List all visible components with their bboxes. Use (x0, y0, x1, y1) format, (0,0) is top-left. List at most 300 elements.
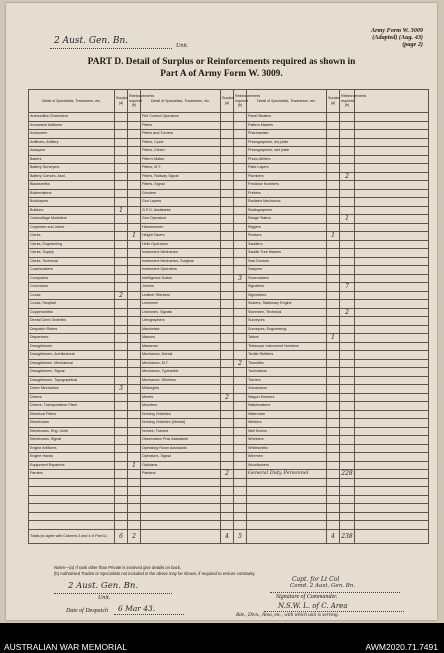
trade-cell: Clerks, Technical (29, 257, 115, 266)
table-row (29, 342, 429, 351)
quantity-cell (115, 512, 128, 521)
quantity-cell (221, 461, 234, 470)
trade-cell (29, 512, 115, 521)
quantity-cell (340, 351, 355, 360)
quantity-cell (327, 215, 340, 224)
quantity-cell (221, 300, 234, 309)
table-body (29, 113, 429, 530)
trade-cell: Draughtsmen (29, 342, 115, 351)
quantity-cell: 1 (115, 206, 128, 215)
quantity-cell (115, 453, 128, 462)
quantity-cell (128, 342, 141, 351)
table-row (29, 274, 429, 283)
quantity-cell (221, 478, 234, 487)
part-d-title: PART D. Detail of Surplus or Reinforcements required as shown in Part A of Army Form W. 3009. (87, 57, 356, 79)
quantity-cell (340, 223, 355, 232)
blank-cell (355, 283, 429, 292)
trade-cell: Gun Layers (141, 198, 221, 207)
quantity-cell (327, 325, 340, 334)
trade-cell: Linesmen (141, 300, 221, 309)
trade-cell: Linesmen, Signals (141, 308, 221, 317)
trade-cell: Clerks, Supply (29, 249, 115, 258)
trade-cell (247, 487, 327, 496)
quantity-cell (340, 376, 355, 385)
blank-cell (355, 300, 429, 309)
quantity-cell (234, 121, 247, 130)
table-row (29, 325, 429, 334)
quantity-cell: 2 (221, 470, 234, 479)
quantity-cell (327, 512, 340, 521)
trade-cell: Wheelers (247, 436, 327, 445)
quantity-cell (234, 223, 247, 232)
quantity-cell (340, 495, 355, 504)
trade-cell: Wiremen (247, 453, 327, 462)
table-row (29, 240, 429, 249)
quantity-cell (221, 206, 234, 215)
quantity-cell (327, 198, 340, 207)
table-row (29, 495, 429, 504)
quantity-cell (327, 419, 340, 428)
quantity-cell (221, 512, 234, 521)
blank-cell (355, 376, 429, 385)
table-row (29, 291, 429, 300)
trade-cell (247, 495, 327, 504)
quantity-cell (128, 274, 141, 283)
trade-cell: Wagon Erectors (247, 393, 327, 402)
blank-cell (355, 359, 429, 368)
quantity-cell: 2 (340, 308, 355, 317)
quantity-cell (234, 189, 247, 198)
table-row (29, 427, 429, 436)
quantity-cell: 1 (128, 461, 141, 470)
trade-cell: Turners (247, 376, 327, 385)
quantity-cell (327, 266, 340, 275)
quantity-cell (128, 487, 141, 496)
quantity-cell (221, 189, 234, 198)
quantity-cell (221, 147, 234, 156)
trade-cell: Riggers (247, 223, 327, 232)
quantity-cell (221, 504, 234, 513)
trade-cell: Saw Doctors (247, 257, 327, 266)
table-row (29, 487, 429, 496)
trade-cell: Leather Stitchers (141, 291, 221, 300)
quantity-cell (115, 419, 128, 428)
total-reinf-1: 2 (128, 529, 141, 543)
trade-cell: Fitters, Railway Signal (141, 172, 221, 181)
table-row (29, 300, 429, 309)
quantity-cell (340, 487, 355, 496)
table-row (29, 232, 429, 241)
quantity-cell (327, 410, 340, 419)
quantity-cell (115, 223, 128, 232)
trade-cell: Predictor Numbers (247, 181, 327, 190)
quantity-cell (340, 130, 355, 139)
table-row (29, 461, 429, 470)
trade-cell: Fitters and Turners (141, 130, 221, 139)
quantity-cell (115, 410, 128, 419)
quantity-cell (115, 359, 128, 368)
trade-cell: Waterman (247, 410, 327, 419)
quantity-cell: 2 (221, 393, 234, 402)
quantity-cell (221, 427, 234, 436)
quantity-cell (128, 521, 141, 530)
quantity-cell (128, 240, 141, 249)
quantity-cell (234, 266, 247, 275)
quantity-cell (221, 266, 234, 275)
quantity-cell (340, 504, 355, 513)
trade-cell: Operators, Signal (141, 453, 221, 462)
quantity-cell (234, 495, 247, 504)
trade-cell: Vulcanisers (247, 385, 327, 394)
quantity-cell (327, 291, 340, 300)
quantity-cell (340, 164, 355, 173)
trade-cell: Dispensers (29, 334, 115, 343)
quantity-cell: 1 (327, 232, 340, 241)
quantity-cell (221, 495, 234, 504)
quantity-cell (234, 206, 247, 215)
trade-cell (141, 478, 221, 487)
quantity-cell (128, 113, 141, 122)
quantity-cell (128, 181, 141, 190)
trade-cell (247, 478, 327, 487)
trade-cell (29, 521, 115, 530)
blank-cell (355, 317, 429, 326)
trade-cell: Fitters, Cycle (141, 138, 221, 147)
table-row (29, 249, 429, 258)
quantity-cell (340, 334, 355, 343)
table-row (29, 385, 429, 394)
total-surplus-2: 4 (221, 529, 234, 543)
quantity-cell: 228 (341, 470, 353, 478)
quantity-cell (221, 521, 234, 530)
quantity-cell (340, 113, 355, 122)
trade-cell: Assayers (29, 147, 115, 156)
quantity-cell (340, 393, 355, 402)
quantity-cell (221, 453, 234, 462)
trade-cell (29, 504, 115, 513)
quantity-cell (340, 453, 355, 462)
quantity-cell (234, 147, 247, 156)
trade-cell: Battery Comdrs. Asst. (29, 172, 115, 181)
blank-cell (355, 232, 429, 241)
table-row (29, 436, 429, 445)
trade-cell: Drivers, Transportation Plant (29, 402, 115, 411)
quantity-cell (327, 402, 340, 411)
quantity-cell (221, 334, 234, 343)
quantity-cell (221, 138, 234, 147)
quantity-cell: 2 (340, 172, 355, 181)
signature-sub: Comd. 2 Aust. Gen. Bn. (290, 583, 356, 589)
trade-cell: Bricklayers (29, 198, 115, 207)
quantity-cell (115, 164, 128, 173)
trade-cell: Woodturners (247, 461, 327, 470)
trade-cell: Draughtsmen, Signal (29, 368, 115, 377)
quantity-cell (128, 121, 141, 130)
quantity-cell (340, 342, 355, 351)
quantity-cell (128, 495, 141, 504)
quantity-cell (327, 138, 340, 147)
trade-cell: Saddle Tree Makers (247, 249, 327, 258)
table-row (29, 164, 429, 173)
table-row (29, 215, 429, 224)
trade-cell: Artificers, Artillery (29, 138, 115, 147)
trade-cell: Photo-Writers (247, 155, 327, 164)
quantity-cell (340, 198, 355, 207)
quantity-cell (234, 215, 247, 224)
blank-cell (355, 385, 429, 394)
trade-cell: Telescope Instrument Numbers (247, 342, 327, 351)
quantity-cell (128, 308, 141, 317)
quantity-cell (115, 274, 128, 283)
quantity-cell (128, 368, 141, 377)
quantity-cell (340, 444, 355, 453)
quantity-cell (327, 113, 340, 122)
blank-cell (355, 147, 429, 156)
trade-cell (141, 504, 221, 513)
quantity-cell (221, 410, 234, 419)
quantity-cell (221, 308, 234, 317)
trade-cell: Joiners (141, 283, 221, 292)
quantity-cell (128, 359, 141, 368)
quantity-cell (128, 376, 141, 385)
blank-cell (355, 249, 429, 258)
quantity-cell (128, 478, 141, 487)
trade-cell: Camouflage Modellers (29, 215, 115, 224)
col-reinf-3: Reinforcements required (b) (340, 90, 355, 113)
trade-cell: Riveters (247, 232, 327, 241)
quantity-cell (234, 410, 247, 419)
blank-cell (355, 130, 429, 139)
blank-cell (355, 325, 429, 334)
trade-cell: Fire Control Operators (141, 113, 221, 122)
unit-handwritten: 2 Aust. Gen. Bn. (54, 36, 129, 46)
trade-cell: Surveyors (247, 317, 327, 326)
trade-cell (29, 495, 115, 504)
table-row (29, 172, 429, 181)
trade-cell (247, 521, 327, 530)
table-row (29, 181, 429, 190)
unit-label: Unit. (176, 43, 189, 49)
quantity-cell (327, 521, 340, 530)
signature: Capt. for Lt Col (292, 576, 340, 583)
quantity-cell (221, 368, 234, 377)
trade-cell: Instrument Mechanics, Surgical (141, 257, 221, 266)
quantity-cell (128, 427, 141, 436)
quantity-cell (115, 147, 128, 156)
trade-cell: Driver Mechanics (29, 385, 115, 394)
blank-cell (355, 521, 429, 530)
quantity-cell (128, 385, 141, 394)
trade-cell: Clerks (29, 232, 115, 241)
totals-row (29, 529, 429, 543)
quantity-cell (115, 121, 128, 130)
blank-cell (355, 291, 429, 300)
col-surplus-1: Surplus (a) (115, 90, 128, 113)
quantity-cell (327, 240, 340, 249)
quantity-cell (221, 181, 234, 190)
quantity-cell (115, 266, 128, 275)
table-row (29, 130, 429, 139)
blank-cell (355, 461, 429, 470)
table-row (29, 121, 429, 130)
blank-cell (355, 121, 429, 130)
trade-cell: Radiographers (247, 206, 327, 215)
quantity-cell (128, 317, 141, 326)
quantity-cell (115, 308, 128, 317)
quantity-cell (340, 266, 355, 275)
quantity-cell (128, 444, 141, 453)
quantity-cell (340, 410, 355, 419)
quantity-cell (115, 257, 128, 266)
quantity-cell (128, 198, 141, 207)
quantity-cell (327, 393, 340, 402)
trade-cell: Mechanics, M.T. (141, 359, 221, 368)
quantity-cell (327, 495, 340, 504)
blank-cell (355, 402, 429, 411)
trade-cell: Height Takers (141, 232, 221, 241)
quantity-cell (128, 419, 141, 428)
quantity-cell (115, 240, 128, 249)
quantity-cell (340, 121, 355, 130)
quantity-cell (340, 317, 355, 326)
quantity-cell (327, 385, 340, 394)
quantity-cell (234, 317, 247, 326)
quantity-cell (128, 266, 141, 275)
blank-cell (355, 495, 429, 504)
blank-cell (355, 478, 429, 487)
quantity-cell (128, 402, 141, 411)
quantity-cell (327, 223, 340, 232)
col-detail-3: Detail of Specialists, Tradesmen, etc. (247, 90, 327, 113)
quantity-cell (115, 300, 128, 309)
trade-cell: Pharmacists (247, 130, 327, 139)
quantity-cell (340, 419, 355, 428)
quantity-cell (128, 334, 141, 343)
blank-cell (355, 240, 429, 249)
trade-cell: Range Takers (247, 215, 327, 224)
quantity-cell (327, 376, 340, 385)
trade-cell: Lithographers (141, 317, 221, 326)
quantity-cell (115, 249, 128, 258)
blank-cell (355, 164, 429, 173)
quantity-cell (340, 461, 355, 470)
quantity-cell (234, 444, 247, 453)
quantity-cell (327, 181, 340, 190)
quantity-cell (115, 113, 128, 122)
quantity-cell (128, 325, 141, 334)
trade-cell: Mechanics, Wireless (141, 376, 221, 385)
quantity-cell (221, 274, 234, 283)
trade-cell: Moulders (141, 402, 221, 411)
quantity-cell (340, 206, 355, 215)
quantity-cell (234, 512, 247, 521)
blank-cell (355, 113, 429, 122)
form-reference: Army Form W. 3009 (Adapted) (Aug. 43) (page 2) (370, 27, 423, 48)
blank-cell (355, 351, 429, 360)
quantity-cell (327, 487, 340, 496)
quantity-cell (128, 436, 141, 445)
blank-cell (355, 215, 429, 224)
trade-cell: Helio Operators (141, 240, 221, 249)
table-row (29, 334, 429, 343)
trade-cell: Farriers (29, 470, 115, 479)
quantity-cell (327, 427, 340, 436)
trade-cell: Stokers, Stationary Engine (247, 300, 327, 309)
quantity-cell (327, 147, 340, 156)
trade-cell: Despatch Riders (29, 325, 115, 334)
trade-cell: Watchmakers (247, 402, 327, 411)
trade-cell: Fitter's Mates (141, 155, 221, 164)
blank-cell (355, 368, 429, 377)
quantity-cell (128, 130, 141, 139)
form-sheet (6, 3, 437, 620)
quantity-cell (327, 368, 340, 377)
blank-cell (355, 470, 429, 479)
trade-cell: Bakers (29, 155, 115, 164)
quantity-cell (340, 240, 355, 249)
quantity-cell (234, 308, 247, 317)
trade-cell: Miners (141, 393, 221, 402)
quantity-cell (340, 300, 355, 309)
quantity-cell (128, 206, 141, 215)
quantity-cell (234, 368, 247, 377)
quantity-cell (340, 274, 355, 283)
quantity-cell (234, 427, 247, 436)
quantity-cell (115, 215, 128, 224)
trade-cell: Cooks (29, 291, 115, 300)
trade-cell: G.P.O. Assistants (141, 206, 221, 215)
table-row (29, 351, 429, 360)
quantity-cell (234, 300, 247, 309)
blank-cell (355, 206, 429, 215)
quantity-cell: 3 (234, 274, 247, 283)
quantity-cell (128, 291, 141, 300)
quantity-cell (221, 232, 234, 241)
trade-cell: Panel Beaters (247, 113, 327, 122)
quantity-cell (234, 478, 247, 487)
trade-cell: Nursing Orderlies (Mental) (141, 419, 221, 428)
trade-cell: Electricians, Signal (29, 436, 115, 445)
quantity-cell (327, 317, 340, 326)
total-reinf-2: 5 (234, 529, 247, 543)
quantity-cell (115, 189, 128, 198)
blank-cell (355, 181, 429, 190)
quantity-cell (234, 198, 247, 207)
trade-cell: Battery Surveyors (29, 164, 115, 173)
quantity-cell: 1 (340, 215, 355, 224)
quantity-cell (115, 198, 128, 207)
trade-cell: Engine Hands (29, 453, 115, 462)
unit-underline (50, 48, 172, 49)
col-detail-1: Detail of Specialists, Tradesmen, etc. (29, 90, 115, 113)
trade-cell: Whitesmiths (247, 444, 327, 453)
trade-cell: Tailors (247, 334, 327, 343)
col-surplus-2: Surplus (a) (221, 90, 234, 113)
blank-cell (355, 155, 429, 164)
table-row (29, 257, 429, 266)
table-row (29, 478, 429, 487)
quantity-cell (234, 402, 247, 411)
trade-cell: Textile Refitters (247, 351, 327, 360)
quantity-cell (234, 138, 247, 147)
quantity-cell (340, 368, 355, 377)
quantity-cell (221, 283, 234, 292)
blank-cell (355, 393, 429, 402)
despatch-date: 6 Mar 43. (118, 604, 156, 613)
quantity-cell (234, 325, 247, 334)
quantity-cell (115, 155, 128, 164)
trade-cell: General Duty Personnel (247, 470, 327, 479)
